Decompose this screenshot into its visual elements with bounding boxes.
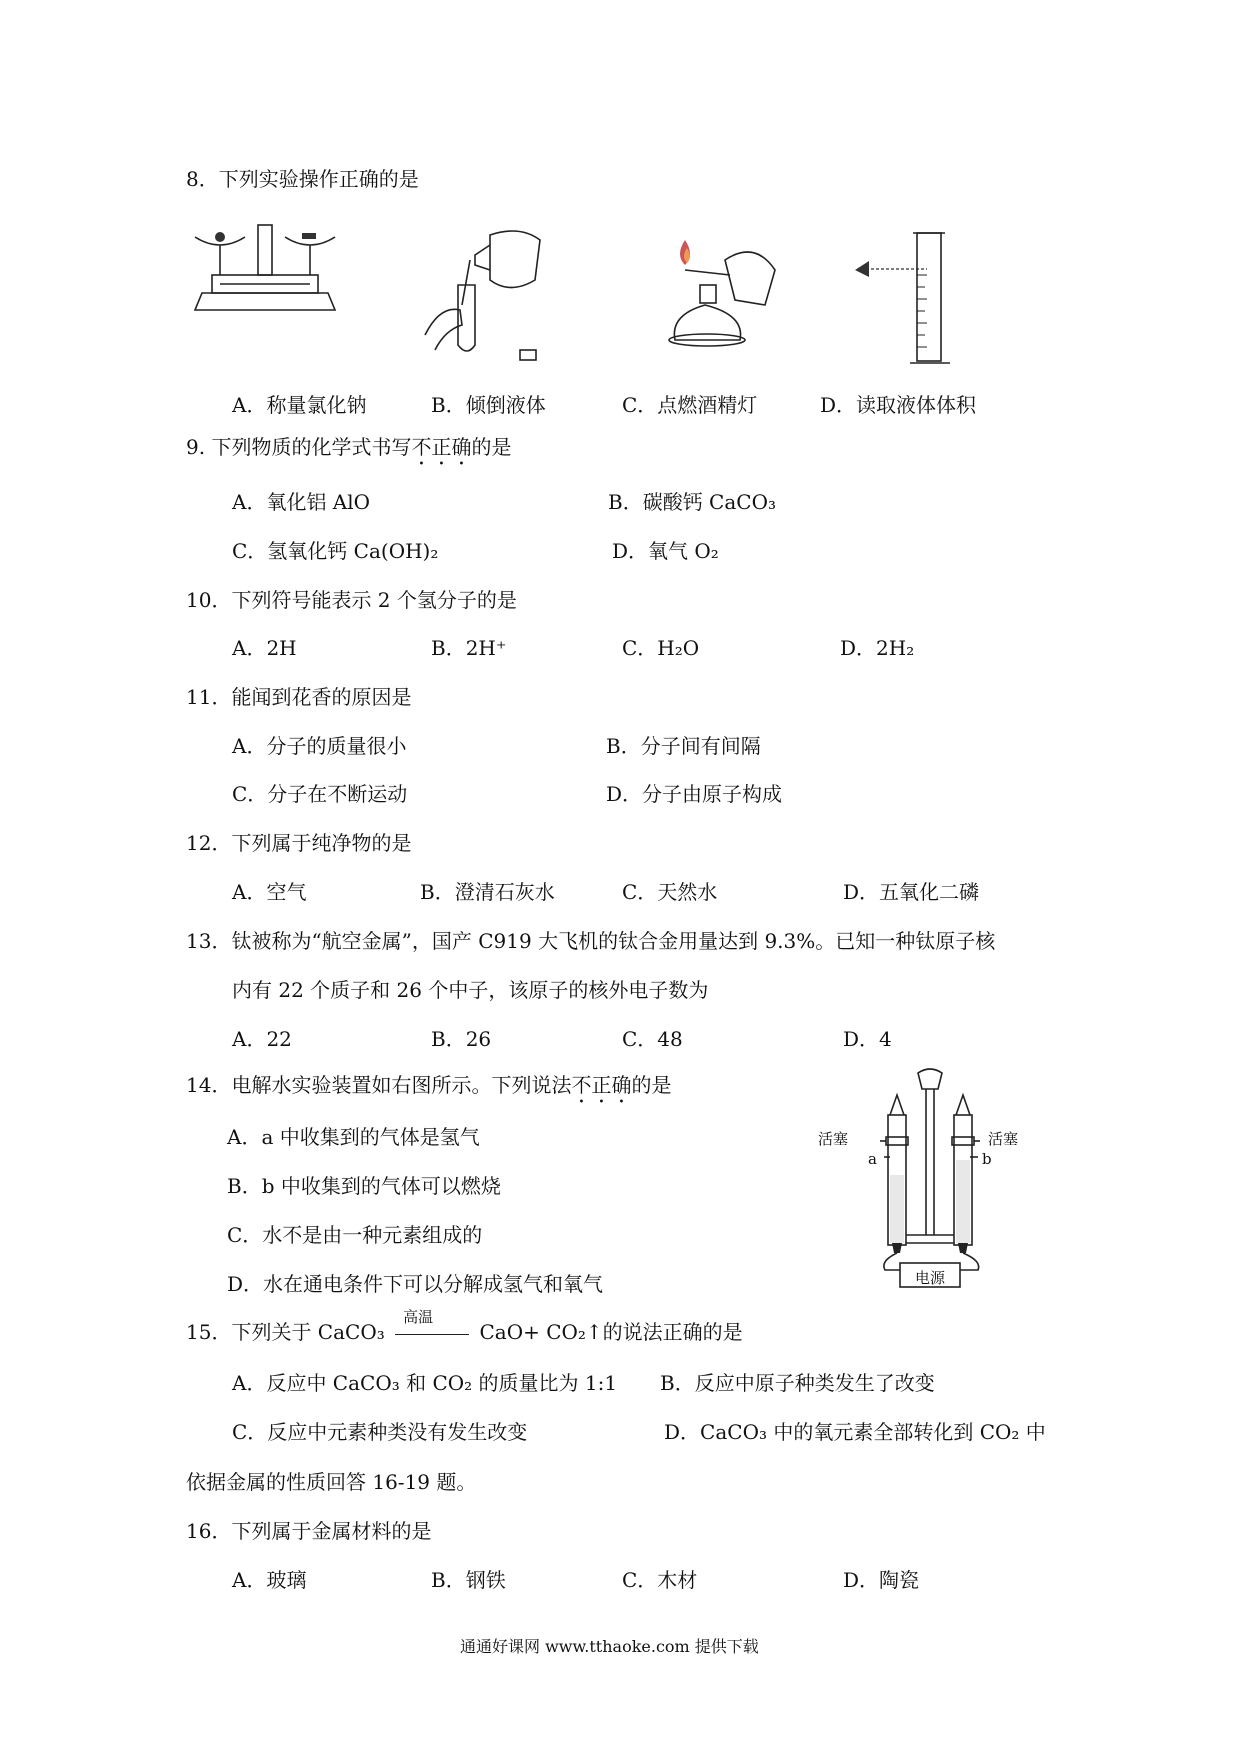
q10-option-b: B．2H⁺ bbox=[431, 636, 507, 660]
q9-option-a: A．氧化铝 AlO bbox=[232, 490, 371, 514]
q10-option-a: A．2H bbox=[232, 636, 297, 660]
q16-stem: 16．下列属于金属材料的是 bbox=[186, 1519, 432, 1543]
q13-stem-line1: 13．钛被称为“航空金属”，国产 C919 大飞机的钛合金用量达到 9.3%。已知一种钛原子核 bbox=[186, 929, 996, 953]
q10-option-d: D．2H₂ bbox=[840, 636, 915, 660]
q12-stem: 12．下列属于纯净物的是 bbox=[186, 831, 412, 855]
lighting-alcohol-lamp-image bbox=[665, 230, 805, 355]
q13-option-d: D．4 bbox=[843, 1027, 892, 1051]
valve-right-label: 活塞 bbox=[988, 1130, 1019, 1148]
pouring-liquid-image bbox=[420, 225, 560, 365]
q10-stem: 10．下列符号能表示 2 个氢分子的是 bbox=[186, 588, 517, 612]
valve-left-label: 活塞 bbox=[818, 1130, 849, 1148]
q9-option-d: D．氧气 O₂ bbox=[612, 539, 719, 563]
reaction-arrow bbox=[395, 1308, 469, 1335]
power-label: 电源 bbox=[915, 1269, 946, 1287]
q12-option-c: C．天然水 bbox=[622, 880, 718, 904]
q14-option-d: D．水在通电条件下可以分解成氢气和氧气 bbox=[227, 1272, 604, 1296]
q12-option-d: D．五氧化二磷 bbox=[843, 880, 980, 904]
q14-option-b: B．b 中收集到的气体可以燃烧 bbox=[227, 1174, 501, 1198]
tube-b-label: b bbox=[982, 1150, 992, 1168]
q14-option-c: C．水不是由一种元素组成的 bbox=[227, 1223, 483, 1247]
q16-option-a: A．玻璃 bbox=[232, 1568, 307, 1592]
balance-image bbox=[190, 215, 340, 325]
section-instruction: 依据金属的性质回答 16-19 题。 bbox=[186, 1470, 477, 1494]
q8-option-a: A．称量氯化钠 bbox=[232, 393, 367, 417]
q11-option-b: B．分子间有间隔 bbox=[606, 734, 761, 758]
q16-option-b: B．钢铁 bbox=[431, 1568, 506, 1592]
q9-stem: 9. 下列物质的化学式书写不正确的是 bbox=[186, 435, 512, 459]
q14-option-a: A．a 中收集到的气体是氢气 bbox=[227, 1125, 480, 1149]
q15-stem: 15．下列关于 CaCO₃ 高温 CaO+ CO₂↑的说法正确的是 bbox=[186, 1308, 743, 1344]
q10-option-c: C．H₂O bbox=[622, 636, 700, 660]
q16-option-d: D．陶瓷 bbox=[843, 1568, 920, 1592]
reaction-condition: 高温 bbox=[403, 1308, 434, 1326]
q13-stem-line2: 内有 22 个质子和 26 个中子，该原子的核外电子数为 bbox=[232, 978, 709, 1002]
tube-a-label: a bbox=[868, 1150, 877, 1168]
q13-option-c: C．48 bbox=[622, 1027, 683, 1051]
q8-option-b: B．倾倒液体 bbox=[431, 393, 546, 417]
q14-stem: 14．电解水实验装置如右图所示。下列说法不正确的是 bbox=[186, 1073, 672, 1097]
q9-option-c: C．氢氧化钙 Ca(OH)₂ bbox=[232, 539, 439, 563]
q8-option-d: D．读取液体体积 bbox=[820, 393, 977, 417]
q11-option-d: D．分子由原子构成 bbox=[606, 782, 783, 806]
q13-option-b: B．26 bbox=[431, 1027, 492, 1051]
q15-option-a: A．反应中 CaCO₃ 和 CO₂ 的质量比为 1:1 bbox=[232, 1371, 618, 1395]
q13-option-a: A．22 bbox=[232, 1027, 292, 1051]
q9-option-b: B．碳酸钙 CaCO₃ bbox=[608, 490, 776, 514]
q8-option-c: C．点燃酒精灯 bbox=[622, 393, 758, 417]
footer: 通通好课网 www.tthaoke.com 提供下载 bbox=[460, 1637, 759, 1656]
electrolysis-apparatus-image bbox=[860, 1065, 1040, 1305]
q8-stem: 8．下列实验操作正确的是 bbox=[186, 167, 419, 191]
q16-option-c: C．木材 bbox=[622, 1568, 698, 1592]
q11-stem: 11．能闻到花香的原因是 bbox=[186, 685, 412, 709]
q11-option-c: C．分子在不断运动 bbox=[232, 782, 408, 806]
q12-option-b: B．澄清石灰水 bbox=[420, 880, 555, 904]
q15-option-c: C．反应中元素种类没有发生改变 bbox=[232, 1420, 528, 1444]
q15-option-d: D．CaCO₃ 中的氧元素全部转化到 CO₂ 中 bbox=[664, 1420, 1046, 1444]
reading-cylinder-image bbox=[855, 225, 975, 375]
q15-option-b: B．反应中原子种类发生了改变 bbox=[660, 1371, 935, 1395]
q12-option-a: A．空气 bbox=[232, 880, 307, 904]
q11-option-a: A．分子的质量很小 bbox=[232, 734, 407, 758]
